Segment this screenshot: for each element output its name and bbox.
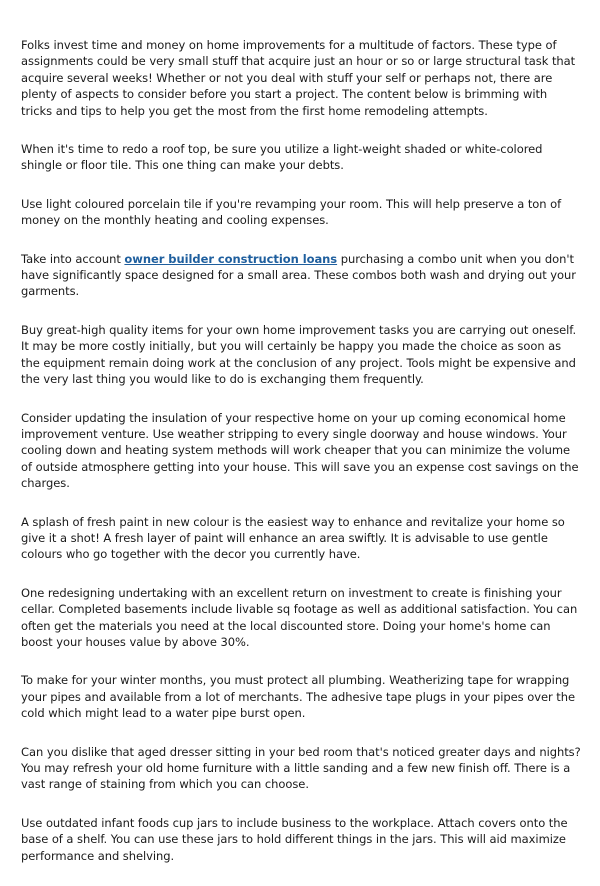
link-paragraph-before: Take into account	[21, 251, 125, 266]
paragraph-insulation: Consider updating the insulation of your respective home on your up coming economical home improvement venture. Use weather stripping to every single doorway and house windows. Your cooling down and heating system methods will work cheaper that you can minimize the volume of outside atmosphere getting into your house. This will save you an expense cost savings on the charges.	[21, 410, 579, 491]
paragraph-intro: Folks invest time and money on home improvements for a multitude of factors. These type of assignments could be very small stuff that acquire just an hour or so or large structural task that acquire several weeks! Whether or not you deal with stuff your self or perhaps not, there are plenty of aspects to consider before you start a project. The content below is brimming with tricks and tips to help you get the most from the first home remodeling attempts.	[21, 38, 576, 118]
paragraph-roof: When it's time to redo a roof top, be sure you utilize a light-weight shaded or white-colored shingle or floor tile. This one thing can make your debts.	[21, 142, 543, 173]
paragraph-quality-items: Buy great-high quality items for your own home improvement tasks you are carrying out oneself. It may be more costly initially, but you will certainly be happy you made the choice as soon as the equipment remain doing work at the conclusion of any project. Tools might be expensive and the very last thing you would like to do is exchanging them frequently.	[21, 322, 577, 387]
paragraph-plumbing: To make for your winter months, you must protect all plumbing. Weatherizing tape for wrapping your pipes and available from a lot of merchants. The adhesive tape plugs in your pipes over the cold which might lead to a water pipe burst open.	[21, 673, 575, 721]
paragraph-dresser: Can you dislike that aged dresser sitting in your bed room that's noticed greater days and nights? You may refresh your old home furniture with a little sanding and a few new finish off. There is a vast range of staining from which you can choose.	[21, 744, 581, 792]
paragraph-combo-unit	[21, 251, 581, 300]
link-paragraph-after: purchasing a combo unit when you don't have significantly space designed for a small area. These combos both wash and drying out your garments.	[21, 251, 576, 299]
paragraph-tile: Use light coloured porcelain tile if you're revamping your room. This will help preserve a ton of money on the monthly heating and cooling expenses.	[21, 196, 562, 228]
owner-builder-loans-link[interactable]: owner builder construction loans	[124, 251, 338, 266]
paragraph-cellar: One redesigning undertaking with an excellent return on investment to create is finishing your cellar. Completed basements include livable sq footage as well as additional satisfaction. You can often get the materials you need at the local discounted store. Doing your home's home can boost your houses value by above 30%.	[21, 585, 578, 649]
document-body	[21, 37, 581, 886]
paragraph-jars: Use outdated infant foods cup jars to include business to the workplace. Attach covers onto the base of a shelf. You can use these jars to hold different things in the jars. This will aid maximize performance and shelving.	[21, 815, 568, 863]
paragraph-paint: A splash of fresh paint in new colour is the easiest way to enhance and revitalize your home so give it a shot! A fresh layer of paint will enhance an area swiftly. It is advisable to use gentle colours who go together with the decor you currently have.	[21, 514, 565, 562]
